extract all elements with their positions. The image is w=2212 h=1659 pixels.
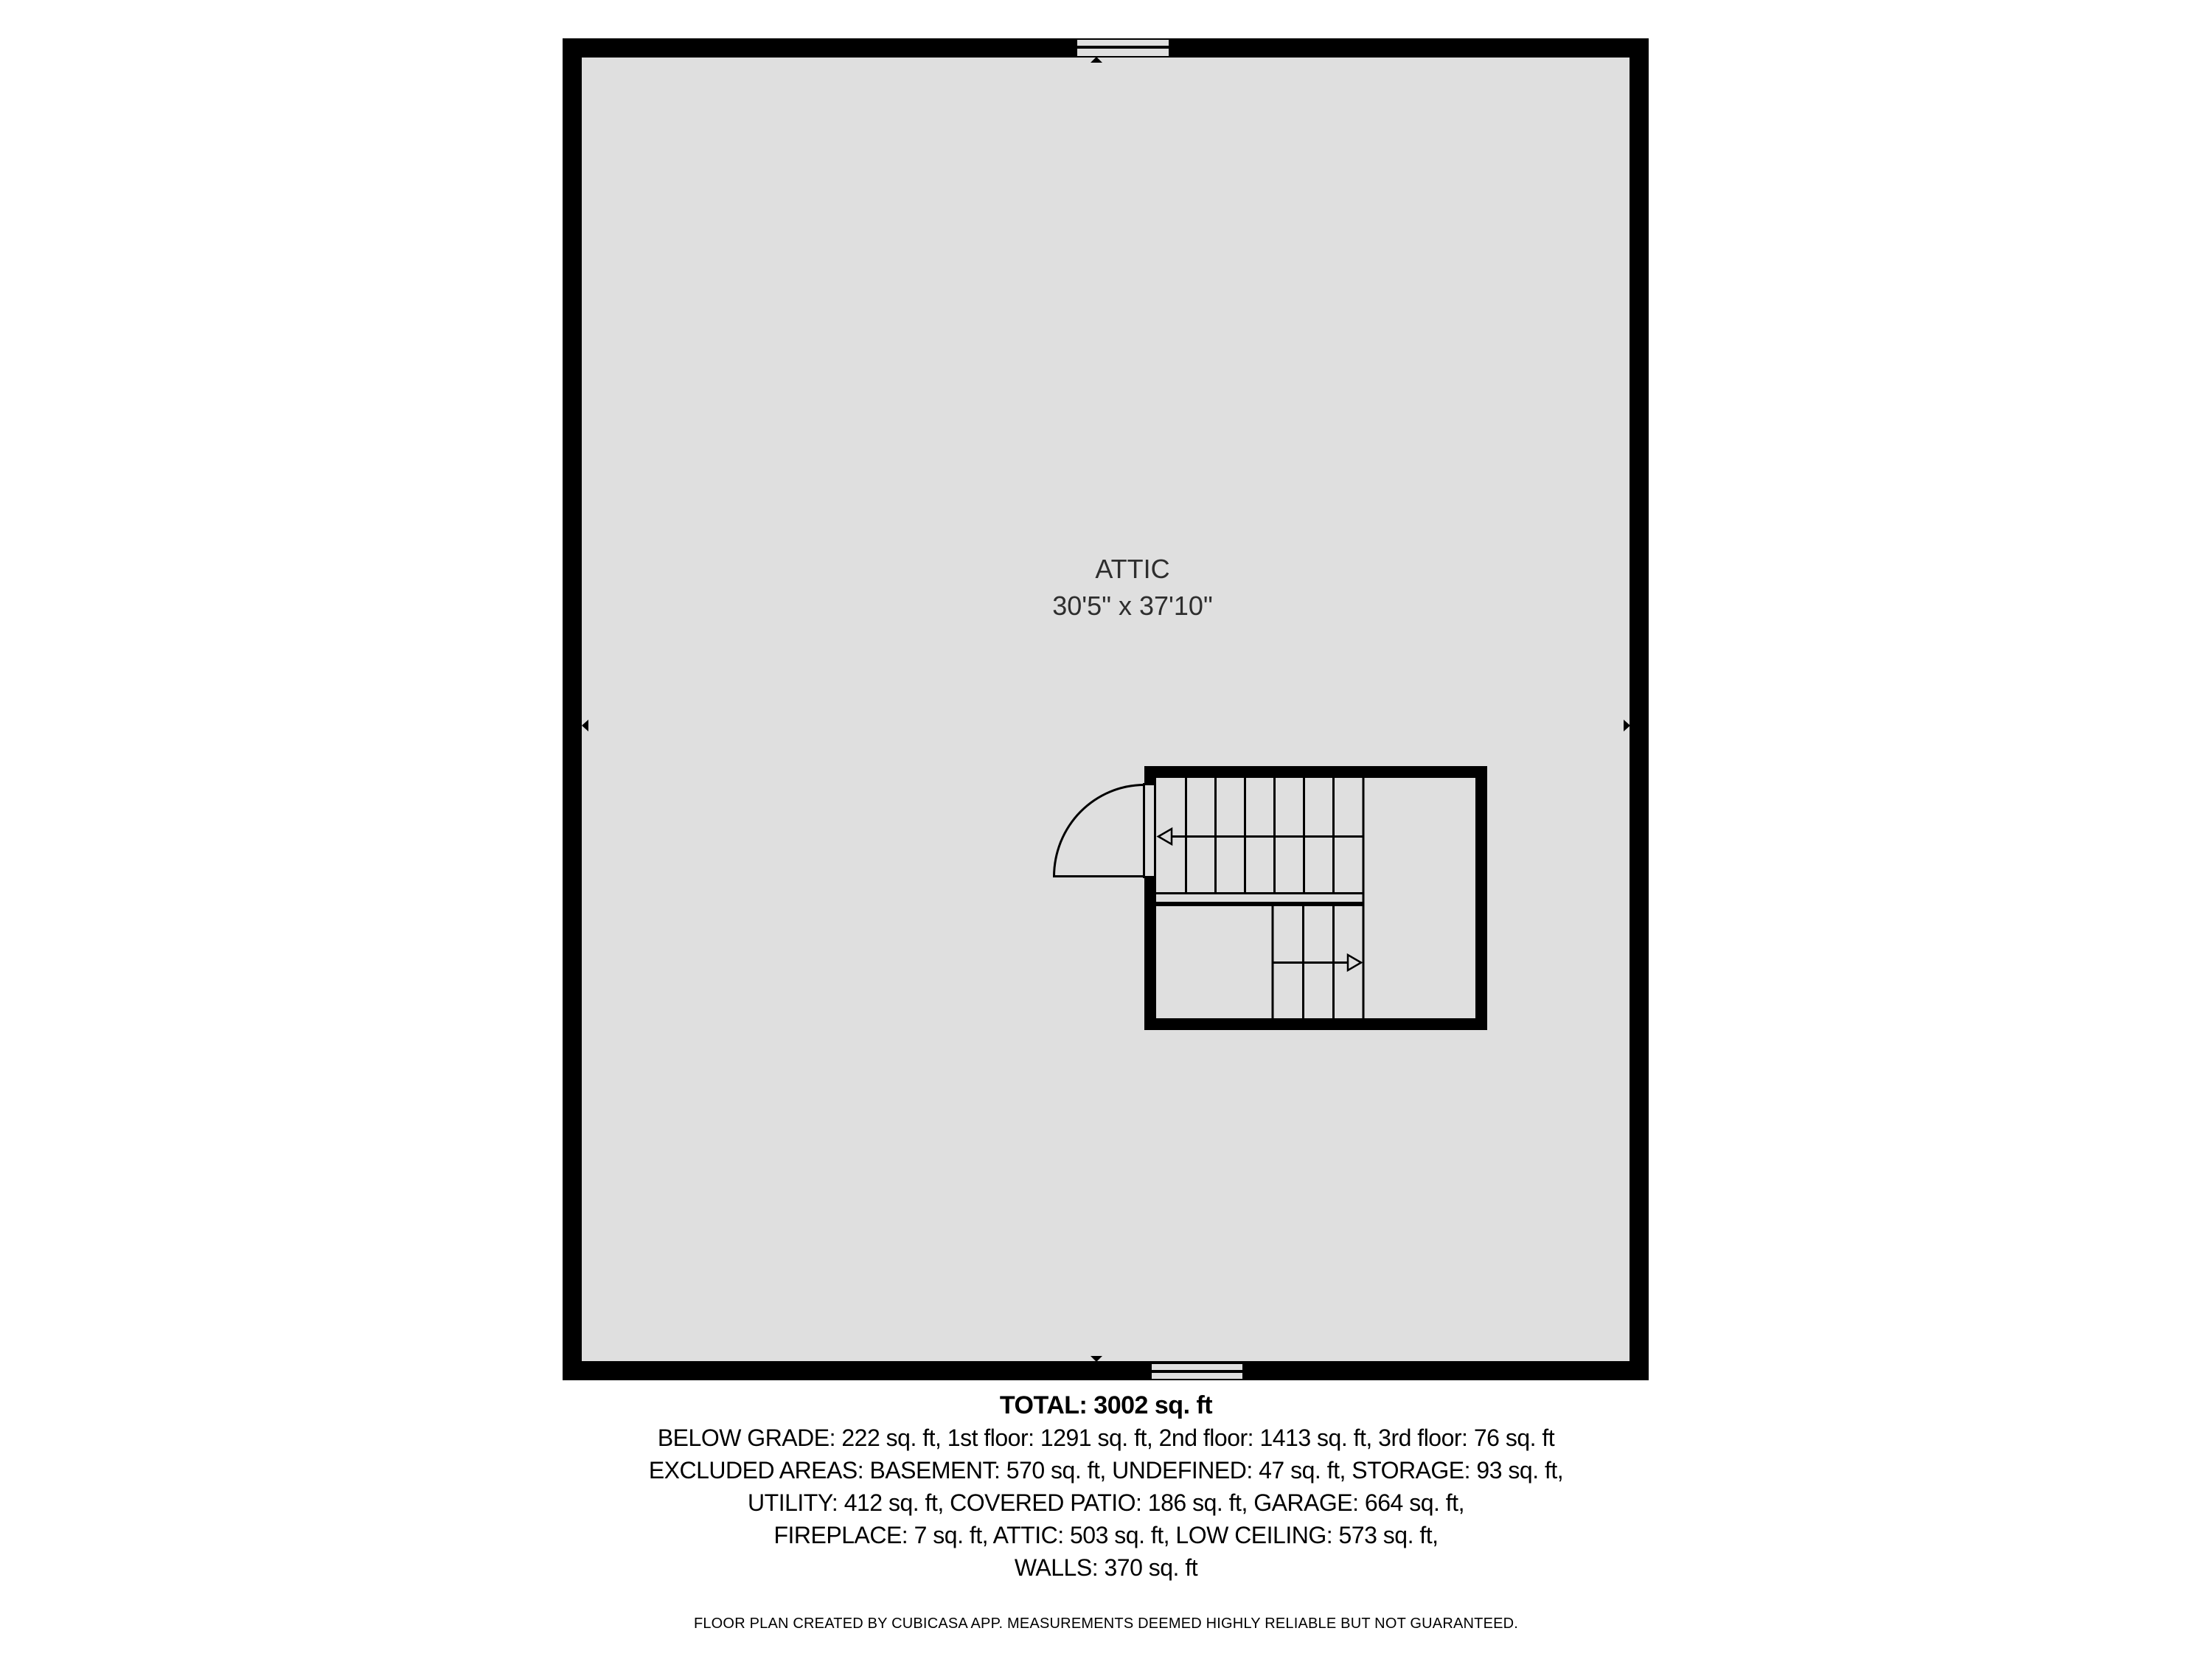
area-breakdown-line-3: UTILITY: 412 sq. ft, COVERED PATIO: 186 sq. ft, GARAGE: 664 sq. ft, [748, 1489, 1464, 1516]
wall-arrow-right-icon [1624, 720, 1630, 731]
area-breakdown-line-5: WALLS: 370 sq. ft [1014, 1554, 1198, 1581]
wall-arrow-top-icon [1091, 57, 1102, 63]
wall-arrow-bottom-icon [1091, 1356, 1102, 1362]
area-summary [0, 1389, 2212, 1632]
stairwell [1144, 766, 1487, 1030]
landing-edge [1156, 902, 1364, 906]
stair-arrowhead-left-icon [1158, 829, 1172, 844]
stair-arrowhead-right-icon [1348, 955, 1361, 970]
attic-room-outline [563, 38, 1649, 1380]
stair-treads [1156, 778, 1475, 1018]
room-label: ATTIC [1095, 554, 1170, 584]
window-bottom [1144, 1363, 1250, 1380]
window-top [1070, 38, 1176, 58]
door-leaf [1143, 783, 1156, 878]
room-dimensions: 30'5" x 37'10" [1052, 591, 1213, 621]
total-area-text: TOTAL: 3002 sq. ft [999, 1391, 1213, 1419]
area-breakdown-line-1: BELOW GRADE: 222 sq. ft, 1st floor: 1291 sq. ft, 2nd floor: 1413 sq. ft, 3rd floor: 76 sq. ft [657, 1425, 1555, 1451]
door-swing-line [1053, 875, 1144, 877]
area-breakdown-line-4: FIREPLACE: 7 sq. ft, ATTIC: 503 sq. ft, LOW CEILING: 573 sq. ft, [773, 1522, 1439, 1548]
wall-arrow-left-icon [582, 720, 588, 731]
footer-disclaimer: FLOOR PLAN CREATED BY CUBICASA APP. MEASUREMENTS DEEMED HIGHLY RELIABLE BUT NOT GUARANTEED. [693, 1615, 1519, 1632]
area-breakdown-line-2: EXCLUDED AREAS: BASEMENT: 570 sq. ft, UNDEFINED: 47 sq. ft, STORAGE: 93 sq. ft, [648, 1457, 1564, 1484]
